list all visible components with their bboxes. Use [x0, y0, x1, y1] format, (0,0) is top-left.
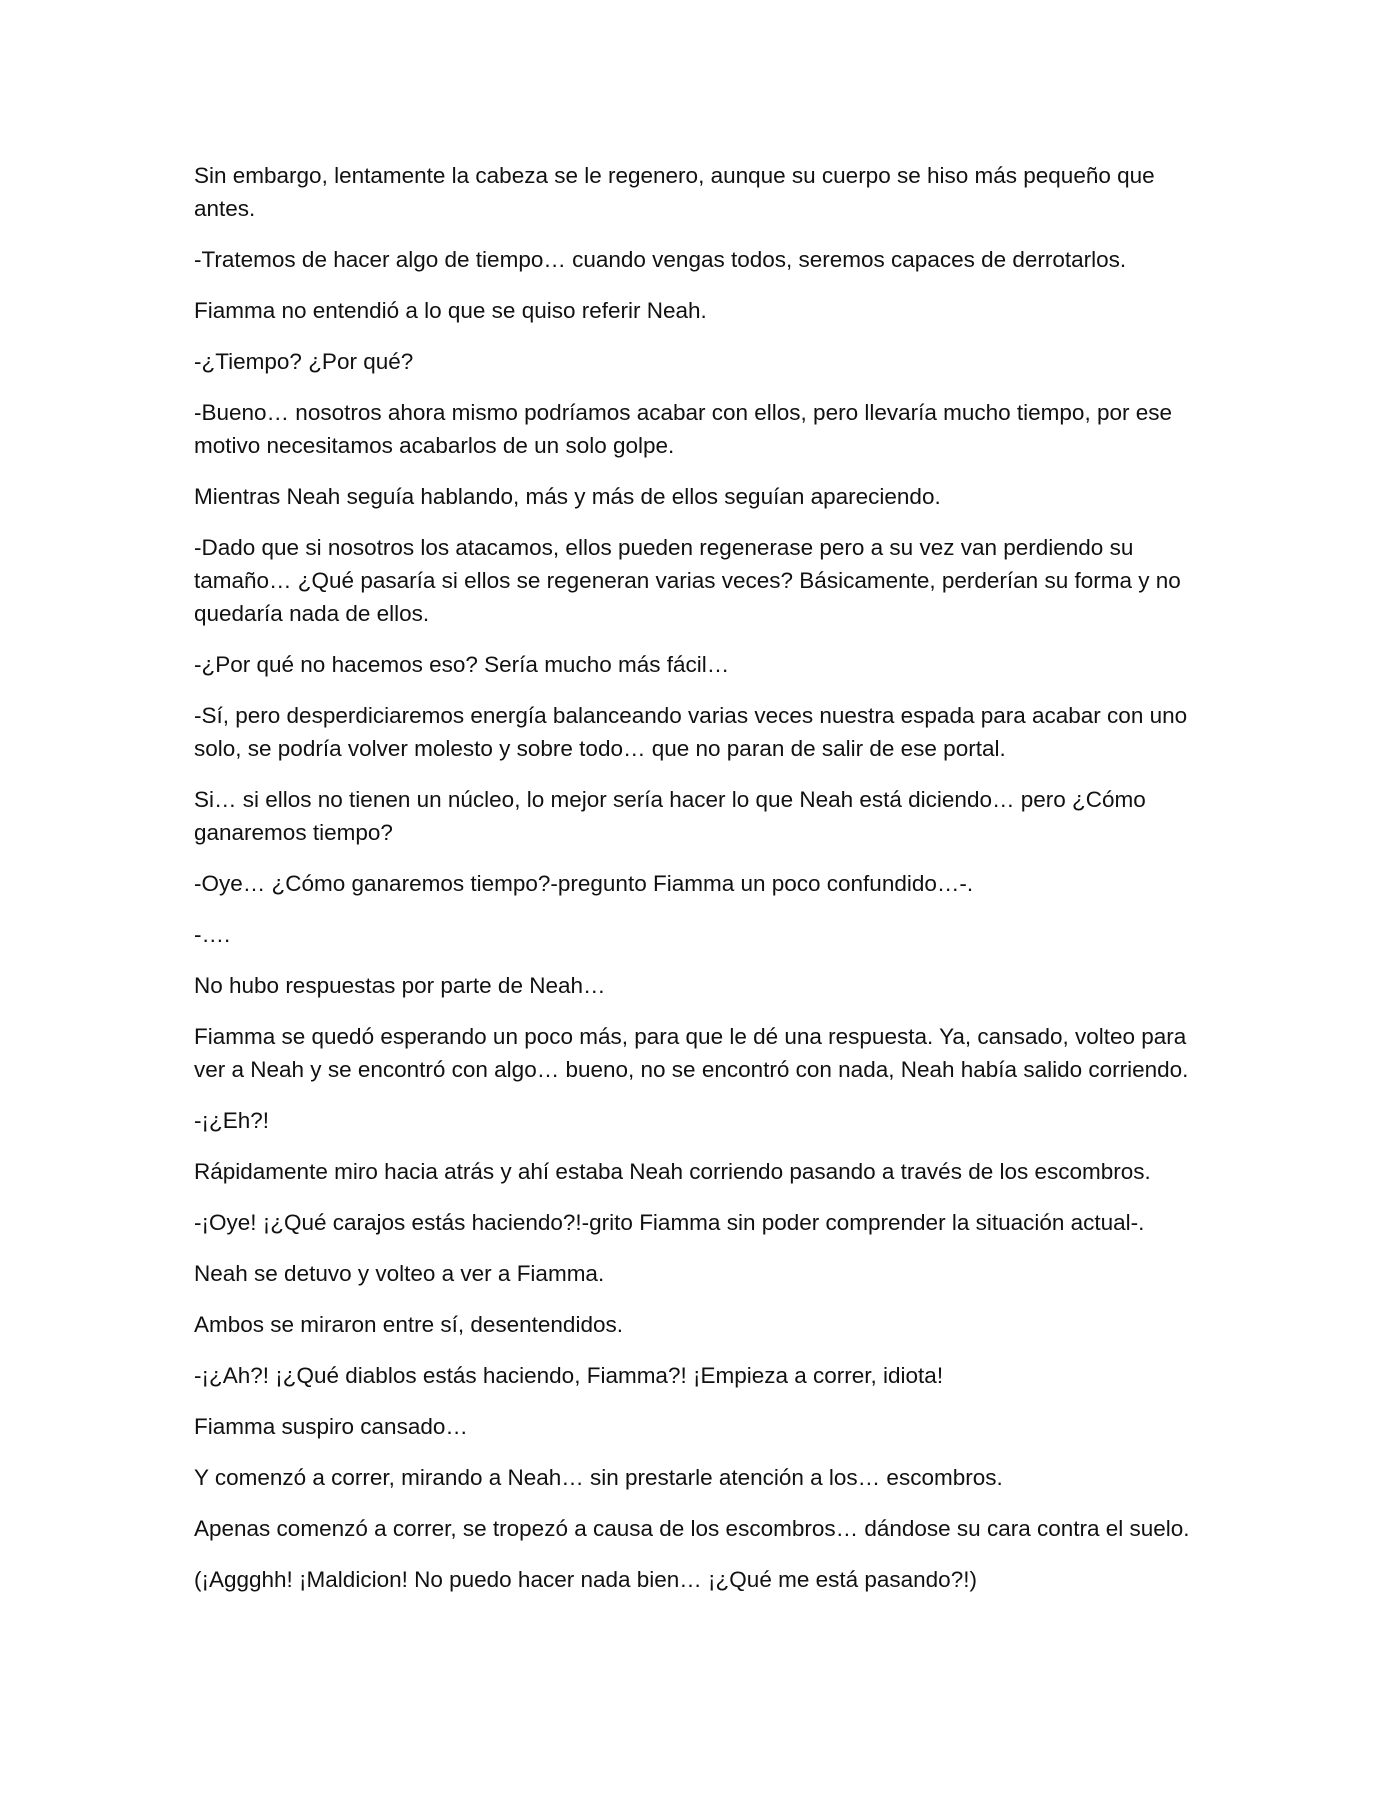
paragraph: (¡Aggghh! ¡Maldicion! No puedo hacer nada bien… ¡¿Qué me está pasando?!): [194, 1567, 977, 1592]
paragraph: Apenas comenzó a correr, se tropezó a causa de los escombros… dándose su cara contra el suelo.: [194, 1516, 1190, 1541]
paragraph: -Bueno… nosotros ahora mismo podríamos acabar con ellos, pero llevaría mucho tiempo, por ese motivo necesitamos acabarlos de un solo golpe.: [194, 400, 1172, 458]
paragraph: -¿Por qué no hacemos eso? Sería mucho más fácil…: [194, 652, 730, 677]
paragraph: -¡Oye! ¡¿Qué carajos estás haciendo?!-grito Fiamma sin poder comprender la situación actual-.: [194, 1210, 1145, 1235]
paragraph: -¡¿Ah?! ¡¿Qué diablos estás haciendo, Fiamma?! ¡Empieza a correr, idiota!: [194, 1363, 944, 1388]
paragraph: Fiamma no entendió a lo que se quiso referir Neah.: [194, 298, 707, 323]
paragraph: Mientras Neah seguía hablando, más y más de ellos seguían apareciendo.: [194, 484, 941, 509]
paragraph: Y comenzó a correr, mirando a Neah… sin prestarle atención a los… escombros.: [194, 1465, 1003, 1490]
paragraph: -….: [194, 922, 231, 947]
paragraph: Fiamma suspiro cansado…: [194, 1414, 468, 1439]
paragraph: -¿Tiempo? ¿Por qué?: [194, 349, 414, 374]
paragraph: -Dado que si nosotros los atacamos, ellos pueden regenerase pero a su vez van perdiendo su tamaño… ¿Qué pasaría si ellos se regeneran varias veces? Básicamente, perderían su forma y no quedaría nada de ellos.: [194, 535, 1181, 626]
paragraph: Ambos se miraron entre sí, desentendidos.: [194, 1312, 623, 1337]
paragraph: -¡¿Eh?!: [194, 1108, 270, 1133]
paragraph: Si… si ellos no tienen un núcleo, lo mejor sería hacer lo que Neah está diciendo… pero ¿Cómo ganaremos tiempo?: [194, 787, 1146, 845]
paragraph: Neah se detuvo y volteo a ver a Fiamma.: [194, 1261, 605, 1286]
paragraph: -Oye… ¿Cómo ganaremos tiempo?-pregunto Fiamma un poco confundido…-.: [194, 871, 974, 896]
paragraph: -Tratemos de hacer algo de tiempo… cuando vengas todos, seremos capaces de derrotarlos.: [194, 247, 1127, 272]
document-body: [194, 159, 1214, 1614]
paragraph: Rápidamente miro hacia atrás y ahí estaba Neah corriendo pasando a través de los escombros.: [194, 1159, 1151, 1184]
paragraph: No hubo respuestas por parte de Neah…: [194, 973, 606, 998]
paragraph: -Sí, pero desperdiciaremos energía balanceando varias veces nuestra espada para acabar con uno solo, se podría volver molesto y sobre todo… que no paran de salir de ese portal.: [194, 703, 1188, 761]
paragraph: Fiamma se quedó esperando un poco más, para que le dé una respuesta. Ya, cansado, volteo para ver a Neah y se encontró con algo… bueno, no se encontró con nada, Neah había salido corriendo.: [194, 1024, 1189, 1082]
paragraph: Sin embargo, lentamente la cabeza se le regenero, aunque su cuerpo se hiso más pequeño que antes.: [194, 163, 1155, 221]
